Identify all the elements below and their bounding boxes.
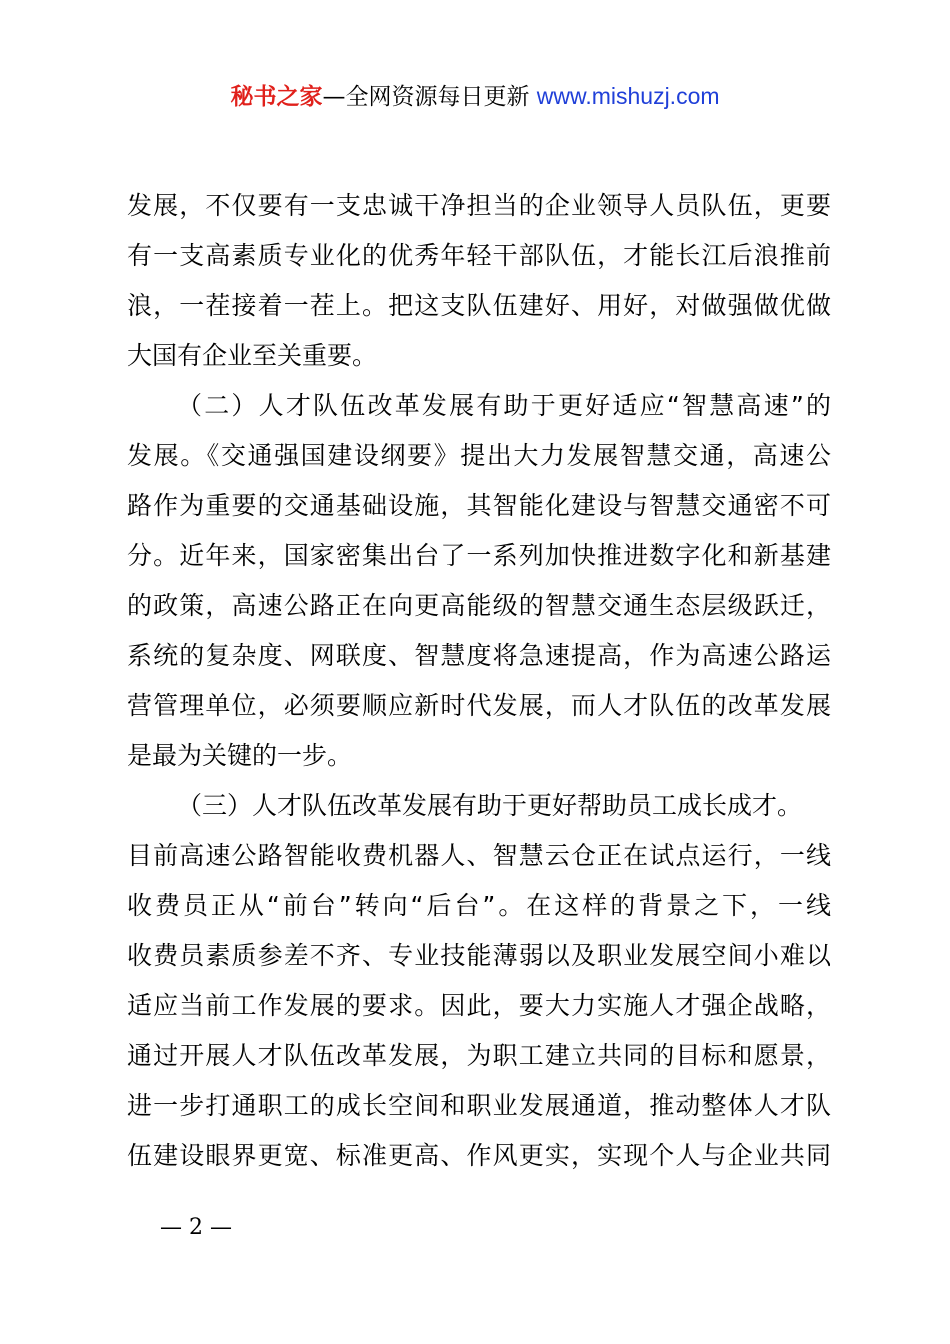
brand-slogan: —全网资源每日更新 <box>322 84 530 110</box>
page-number: — 2 — <box>160 1215 232 1240</box>
text-line-18: 通过开展人才队伍改革发展，为职工建立共同的目标和愿景， <box>127 1041 831 1070</box>
text-line-17: 适应当前工作发展的要求。因此，要大力实施人才强企战略， <box>127 991 831 1020</box>
text-line-11: 营管理单位，必须要顺应新时代发展，而人才队伍的改革发展 <box>127 691 831 720</box>
text-line-10: 系统的复杂度、网联度、智慧度将急速提高，作为高速公路运 <box>127 641 831 670</box>
text-line-7: 路作为重要的交通基础设施，其智能化建设与智慧交通密不可 <box>127 491 831 520</box>
text-line-9: 的政策，高速公路正在向更高能级的智慧交通生态层级跃迁， <box>127 591 831 620</box>
site-url-link[interactable]: www.mishuzj.com <box>536 83 720 109</box>
text-line-15: 收费员正从“前台”转向“后台”。在这样的背景之下，一线 <box>127 891 831 920</box>
text-line-14: 目前高速公路智能收费机器人、智慧云仓正在试点运行，一线 <box>127 841 831 870</box>
text-line-20: 伍建设眼界更宽、标准更高、作风更实，实现个人与企业共同 <box>127 1141 831 1170</box>
text-line-1: 发展，不仅要有一支忠诚干净担当的企业领导人员队伍，更要 <box>127 191 831 220</box>
text-line-6: 发展。《交通强国建设纲要》提出大力发展智慧交通，高速公 <box>127 441 831 470</box>
section-heading-2: （二）人才队伍改革发展有助于更好适应“智慧高速”的 <box>177 391 831 420</box>
text-line-19: 进一步打通职工的成长空间和职业发展通道，推动整体人才队 <box>127 1091 831 1120</box>
text-line-2: 有一支高素质专业化的优秀年轻干部队伍，才能长江后浪推前 <box>127 241 831 270</box>
text-line-8: 分。近年来，国家密集出台了一系列加快推进数字化和新基建 <box>127 541 831 570</box>
text-line-3: 浪，一茬接着一茬上。把这支队伍建好、用好，对做强做优做 <box>127 291 831 320</box>
section-heading-3: （三）人才队伍改革发展有助于更好帮助员工成长成才。 <box>177 791 803 820</box>
text-line-16: 收费员素质参差不齐、专业技能薄弱以及职业发展空间小难以 <box>127 941 831 970</box>
text-line-4: 大国有企业至关重要。 <box>127 341 378 370</box>
brand-name: 秘书之家 <box>230 84 323 110</box>
text-line-12: 是最为关键的一步。 <box>127 741 353 770</box>
document-body <box>127 181 831 1181</box>
site-banner <box>0 80 950 113</box>
